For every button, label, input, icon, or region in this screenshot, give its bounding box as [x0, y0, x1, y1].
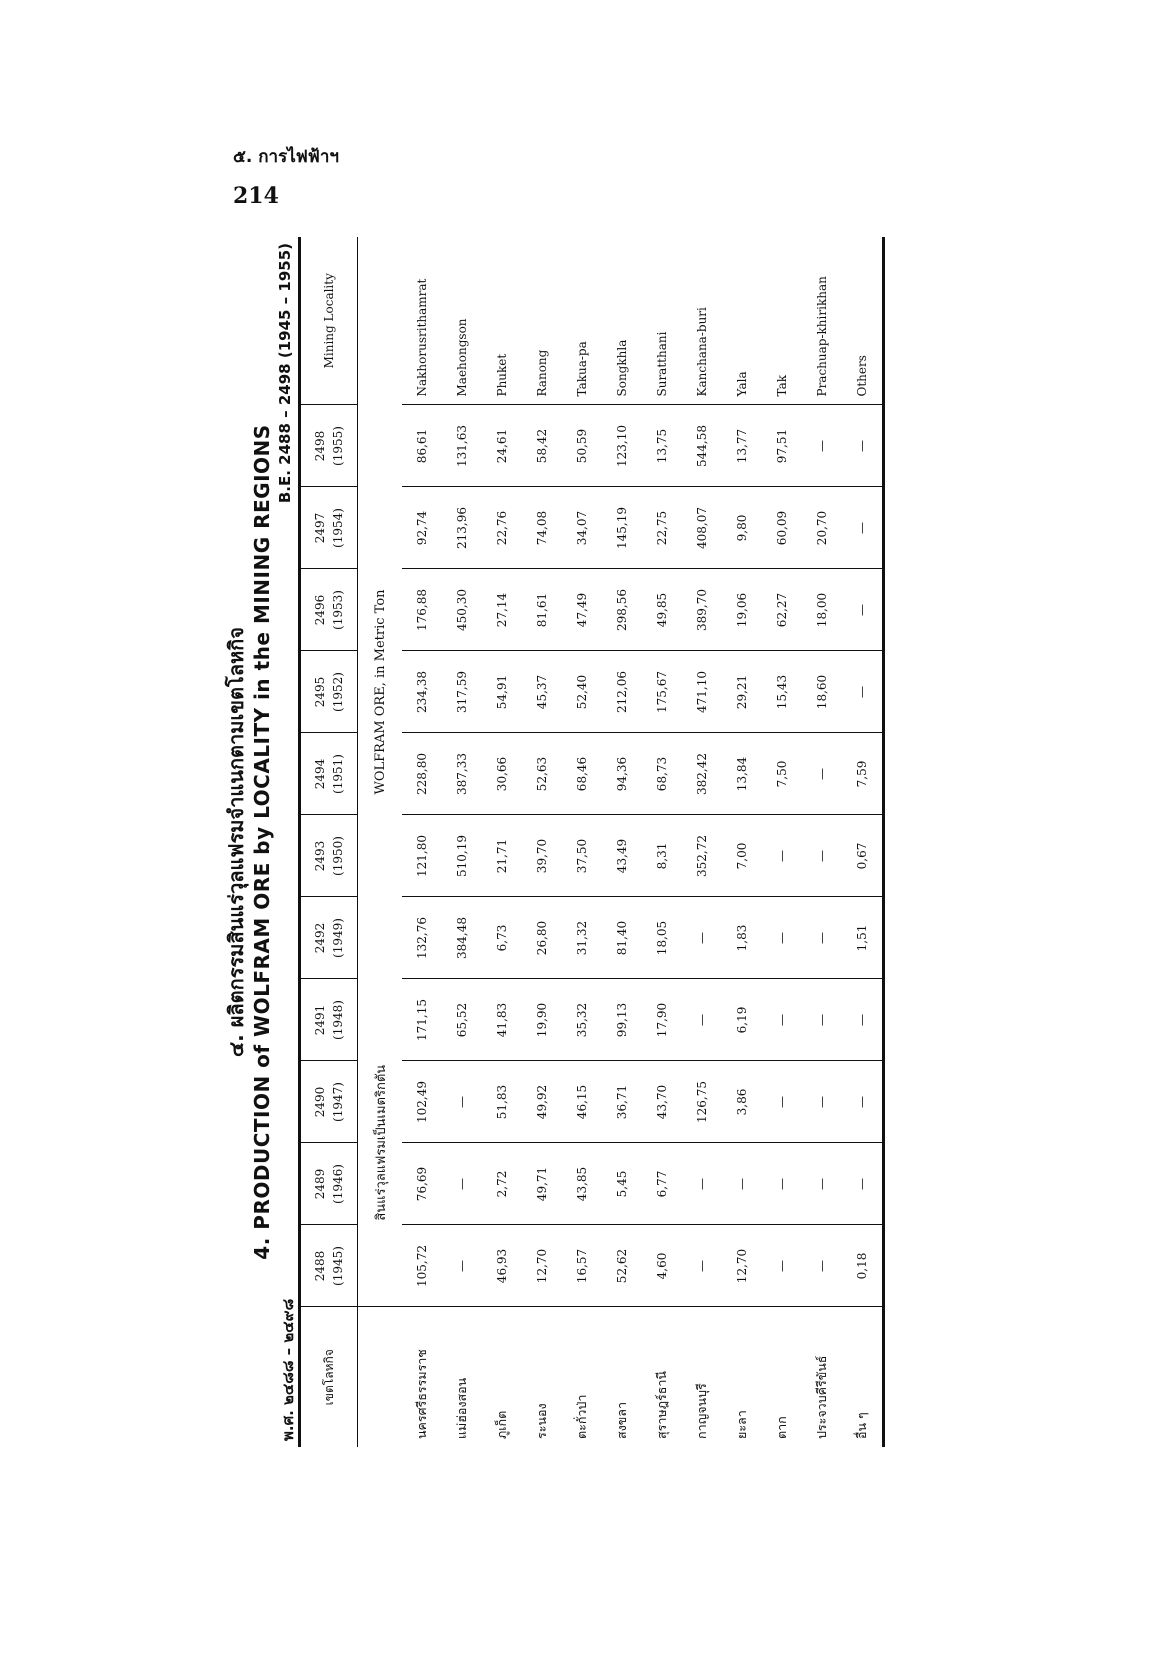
header-locality-thai: เขตโลหกิจ [300, 1307, 358, 1447]
value-cell: 18,00 [802, 569, 842, 651]
locality-english: Takua-pa [575, 341, 589, 397]
value-cell: — [802, 1143, 842, 1225]
year-ce: (1945) [331, 1246, 345, 1286]
value-cell: 36,71 [602, 1061, 642, 1143]
value-cell: 510,19 [442, 815, 482, 897]
value-cell: 97,51 [762, 405, 802, 487]
value-cell: 46,15 [562, 1061, 602, 1143]
year-ce: (1947) [331, 1082, 345, 1122]
value-cell: 228,80 [402, 733, 442, 815]
title-english: 4. PRODUCTION of WOLFRAM ORE by LOCALITY in the MINING REGIONS [250, 424, 274, 1260]
value-cell: 26,80 [522, 897, 562, 979]
year-be: 2496 [313, 594, 327, 626]
value-cell: 94,36 [602, 733, 642, 815]
locality-english: Nakhorusrithamrat [415, 278, 429, 397]
locality-english: Others [855, 355, 869, 397]
header-year [300, 979, 358, 1061]
value-cell: — [442, 1061, 482, 1143]
value-cell: — [682, 979, 722, 1061]
value-cell: — [722, 1143, 762, 1225]
value-cell: 4,60 [642, 1225, 682, 1307]
value-cell: — [802, 897, 842, 979]
table-row [402, 237, 442, 1447]
locality-thai: แม่ฮ่องสอน [442, 1307, 482, 1447]
value-cell: 3,86 [722, 1061, 762, 1143]
value-cell: — [842, 487, 884, 569]
locality-english: Maehongson [455, 318, 469, 397]
value-cell: 31,32 [562, 897, 602, 979]
year-be: 2489 [313, 1168, 327, 1200]
year-be: 2498 [313, 430, 327, 462]
unit-thai: สินแร่วุลแฟรมเป็นเมตริกตัน [373, 1064, 389, 1221]
value-cell: — [442, 1225, 482, 1307]
value-cell: — [802, 733, 842, 815]
year-be: 2490 [313, 1086, 327, 1118]
unit-english: WOLFRAM ORE, in Metric Ton [372, 589, 388, 795]
value-cell: — [802, 1061, 842, 1143]
value-cell: 13,75 [642, 405, 682, 487]
table-row [602, 237, 642, 1447]
value-cell: 12,70 [522, 1225, 562, 1307]
value-cell: — [802, 979, 842, 1061]
value-cell: 92,74 [402, 487, 442, 569]
value-cell: — [802, 405, 842, 487]
value-cell: — [842, 569, 884, 651]
year-be: 2497 [313, 512, 327, 544]
value-cell: 43,85 [562, 1143, 602, 1225]
production-table [298, 237, 885, 1447]
value-cell: 12,70 [722, 1225, 762, 1307]
value-cell: 15,43 [762, 651, 802, 733]
value-cell: 47,49 [562, 569, 602, 651]
table-row [522, 237, 562, 1447]
value-cell: 68,46 [562, 733, 602, 815]
table-row [442, 237, 482, 1447]
locality-english: Suratthani [655, 331, 669, 397]
locality-english: Ranong [535, 349, 549, 397]
value-cell: 99,13 [602, 979, 642, 1061]
header-year [300, 733, 358, 815]
header-year [300, 897, 358, 979]
value-cell: — [762, 815, 802, 897]
value-cell: 49,85 [642, 569, 682, 651]
unit-row [358, 237, 403, 1447]
value-cell: 0,18 [842, 1225, 884, 1307]
value-cell: 20,70 [802, 487, 842, 569]
year-be: 2495 [313, 676, 327, 708]
value-cell: 176,88 [402, 569, 442, 651]
value-cell: 298,56 [602, 569, 642, 651]
locality-english: Tak [775, 375, 789, 397]
header-year [300, 815, 358, 897]
value-cell: 317,59 [442, 651, 482, 733]
value-cell: 50,59 [562, 405, 602, 487]
value-cell: — [442, 1143, 482, 1225]
year-ce: (1955) [331, 426, 345, 466]
value-cell: 22,75 [642, 487, 682, 569]
value-cell: 171,15 [402, 979, 442, 1061]
page-number: 214 [233, 183, 279, 209]
table-row [722, 237, 762, 1447]
value-cell: 39,70 [522, 815, 562, 897]
year-ce: (1954) [331, 508, 345, 548]
locality-thai: ตะกั่วป่า [562, 1307, 602, 1447]
value-cell: — [842, 651, 884, 733]
value-cell: — [762, 897, 802, 979]
unit-spacer [358, 1307, 403, 1447]
value-cell: 81,40 [602, 897, 642, 979]
value-cell: 132,76 [402, 897, 442, 979]
value-cell: 7,50 [762, 733, 802, 815]
value-cell: — [682, 1143, 722, 1225]
locality-thai: ตาก [762, 1307, 802, 1447]
table-row [762, 237, 802, 1447]
locality-english: Yala [735, 371, 749, 397]
year-ce: (1953) [331, 590, 345, 630]
year-ce: (1950) [331, 836, 345, 876]
year-be: 2493 [313, 840, 327, 872]
value-cell: 8,31 [642, 815, 682, 897]
value-cell: 471,10 [682, 651, 722, 733]
value-cell: 37,50 [562, 815, 602, 897]
locality-english: Songkhla [615, 339, 629, 397]
value-cell: 450,30 [442, 569, 482, 651]
value-cell: 18,60 [802, 651, 842, 733]
value-cell: 51,83 [482, 1061, 522, 1143]
year-ce: (1952) [331, 672, 345, 712]
value-cell: 389,70 [682, 569, 722, 651]
value-cell: 43,70 [642, 1061, 682, 1143]
value-cell: 105,72 [402, 1225, 442, 1307]
unit-spacer [358, 237, 403, 405]
value-cell: 352,72 [682, 815, 722, 897]
table-row [482, 237, 522, 1447]
value-cell: 43,49 [602, 815, 642, 897]
value-cell: 19,90 [522, 979, 562, 1061]
value-cell: 30,66 [482, 733, 522, 815]
value-cell: 0,67 [842, 815, 884, 897]
table-row [642, 237, 682, 1447]
value-cell: 41,83 [482, 979, 522, 1061]
value-cell: 6,73 [482, 897, 522, 979]
value-cell: 49,71 [522, 1143, 562, 1225]
value-cell: 86,61 [402, 405, 442, 487]
header-year [300, 1143, 358, 1225]
year-ce: (1946) [331, 1164, 345, 1204]
value-cell: 68,73 [642, 733, 682, 815]
value-cell: — [762, 1143, 802, 1225]
value-cell: 1,83 [722, 897, 762, 979]
year-be: 2492 [313, 922, 327, 954]
value-cell: 387,33 [442, 733, 482, 815]
locality-english: Prachuap-khirikhan [815, 276, 829, 397]
locality-thai: ภูเก็ต [482, 1307, 522, 1447]
value-cell: — [682, 897, 722, 979]
value-cell: 102,49 [402, 1061, 442, 1143]
header-year [300, 651, 358, 733]
value-cell: 9,80 [722, 487, 762, 569]
locality-thai: ระนอง [522, 1307, 562, 1447]
header-year [300, 1225, 358, 1307]
table-row [842, 237, 884, 1447]
value-cell: 121,80 [402, 815, 442, 897]
value-cell: — [842, 979, 884, 1061]
table-row [682, 237, 722, 1447]
value-cell: 27,14 [482, 569, 522, 651]
table-row [562, 237, 602, 1447]
value-cell: 408,07 [682, 487, 722, 569]
value-cell: 5,45 [602, 1143, 642, 1225]
locality-thai: สุราษฎร์ธานี [642, 1307, 682, 1447]
value-cell: 54,91 [482, 651, 522, 733]
value-cell: 7,00 [722, 815, 762, 897]
value-cell: 17,90 [642, 979, 682, 1061]
value-cell: 62,27 [762, 569, 802, 651]
header-year [300, 1061, 358, 1143]
value-cell: 123,10 [602, 405, 642, 487]
value-cell: 212,06 [602, 651, 642, 733]
value-cell: — [842, 405, 884, 487]
value-cell: — [762, 1225, 802, 1307]
value-cell: — [802, 1225, 842, 1307]
value-cell: 18,05 [642, 897, 682, 979]
value-cell: — [762, 1061, 802, 1143]
value-cell: 81,61 [522, 569, 562, 651]
value-cell: — [802, 815, 842, 897]
value-cell: 19,06 [722, 569, 762, 651]
value-cell: — [842, 1061, 884, 1143]
value-cell: 6,77 [642, 1143, 682, 1225]
header-row [300, 237, 358, 1447]
value-cell: 58,42 [522, 405, 562, 487]
header-year [300, 569, 358, 651]
value-cell: — [762, 979, 802, 1061]
year-ce: (1948) [331, 1000, 345, 1040]
year-ce: (1949) [331, 918, 345, 958]
locality-english: Kanchana-buri [695, 307, 709, 397]
value-cell: 6,19 [722, 979, 762, 1061]
value-cell: 175,67 [642, 651, 682, 733]
value-cell: 382,42 [682, 733, 722, 815]
value-cell: 213,96 [442, 487, 482, 569]
value-cell: 131,63 [442, 405, 482, 487]
value-cell: — [842, 1143, 884, 1225]
value-cell: 29,21 [722, 651, 762, 733]
header-locality-english: Mining Locality [300, 237, 358, 405]
value-cell: 52,63 [522, 733, 562, 815]
locality-thai: กาญจนบุรี [682, 1307, 722, 1447]
value-cell: 74,08 [522, 487, 562, 569]
year-range-be: B.E. 2488 – 2498 (1945 – 1955) [276, 243, 294, 504]
data-body [402, 237, 884, 1447]
value-cell: 384,48 [442, 897, 482, 979]
rotated-table-area [220, 237, 875, 1447]
value-cell: 76,69 [402, 1143, 442, 1225]
year-be: 2488 [313, 1250, 327, 1282]
year-be: 2491 [313, 1004, 327, 1036]
value-cell: 60,09 [762, 487, 802, 569]
value-cell: 65,52 [442, 979, 482, 1061]
locality-thai: ประจวบคีรีขันธ์ [802, 1307, 842, 1447]
value-cell: 1,51 [842, 897, 884, 979]
value-cell: — [682, 1225, 722, 1307]
value-cell: 7,59 [842, 733, 884, 815]
value-cell: 145,19 [602, 487, 642, 569]
value-cell: 22,76 [482, 487, 522, 569]
year-range-thai: พ.ศ. ๒๔๘๘ – ๒๔๙๘ [279, 1298, 297, 1441]
value-cell: 2,72 [482, 1143, 522, 1225]
year-be: 2494 [313, 758, 327, 790]
section-label: ๕. การไฟฟ้าฯ [233, 147, 339, 167]
header-year [300, 487, 358, 569]
locality-thai: อื่น ๆ [842, 1307, 884, 1447]
value-cell: 16,57 [562, 1225, 602, 1307]
value-cell: 234,38 [402, 651, 442, 733]
year-ce: (1951) [331, 754, 345, 794]
locality-thai: สงขลา [602, 1307, 642, 1447]
locality-thai: ยะลา [722, 1307, 762, 1447]
title-thai: ๔. ผลิตกรรมสินแร่วุลแฟรมจำแนกตามเขตโลหกิจ [224, 627, 248, 1057]
value-cell: 35,32 [562, 979, 602, 1061]
value-cell: 544,58 [682, 405, 722, 487]
value-cell: 34,07 [562, 487, 602, 569]
value-cell: 49,92 [522, 1061, 562, 1143]
value-cell: 24,61 [482, 405, 522, 487]
value-cell: 52,40 [562, 651, 602, 733]
locality-thai: นครศรีธรรมราช [402, 1307, 442, 1447]
value-cell: 21,71 [482, 815, 522, 897]
table-row [802, 237, 842, 1447]
value-cell: 46,93 [482, 1225, 522, 1307]
value-cell: 13,84 [722, 733, 762, 815]
value-cell: 52,62 [602, 1225, 642, 1307]
value-cell: 45,37 [522, 651, 562, 733]
locality-english: Phuket [495, 353, 509, 397]
value-cell: 126,75 [682, 1061, 722, 1143]
header-year [300, 405, 358, 487]
value-cell: 13,77 [722, 405, 762, 487]
